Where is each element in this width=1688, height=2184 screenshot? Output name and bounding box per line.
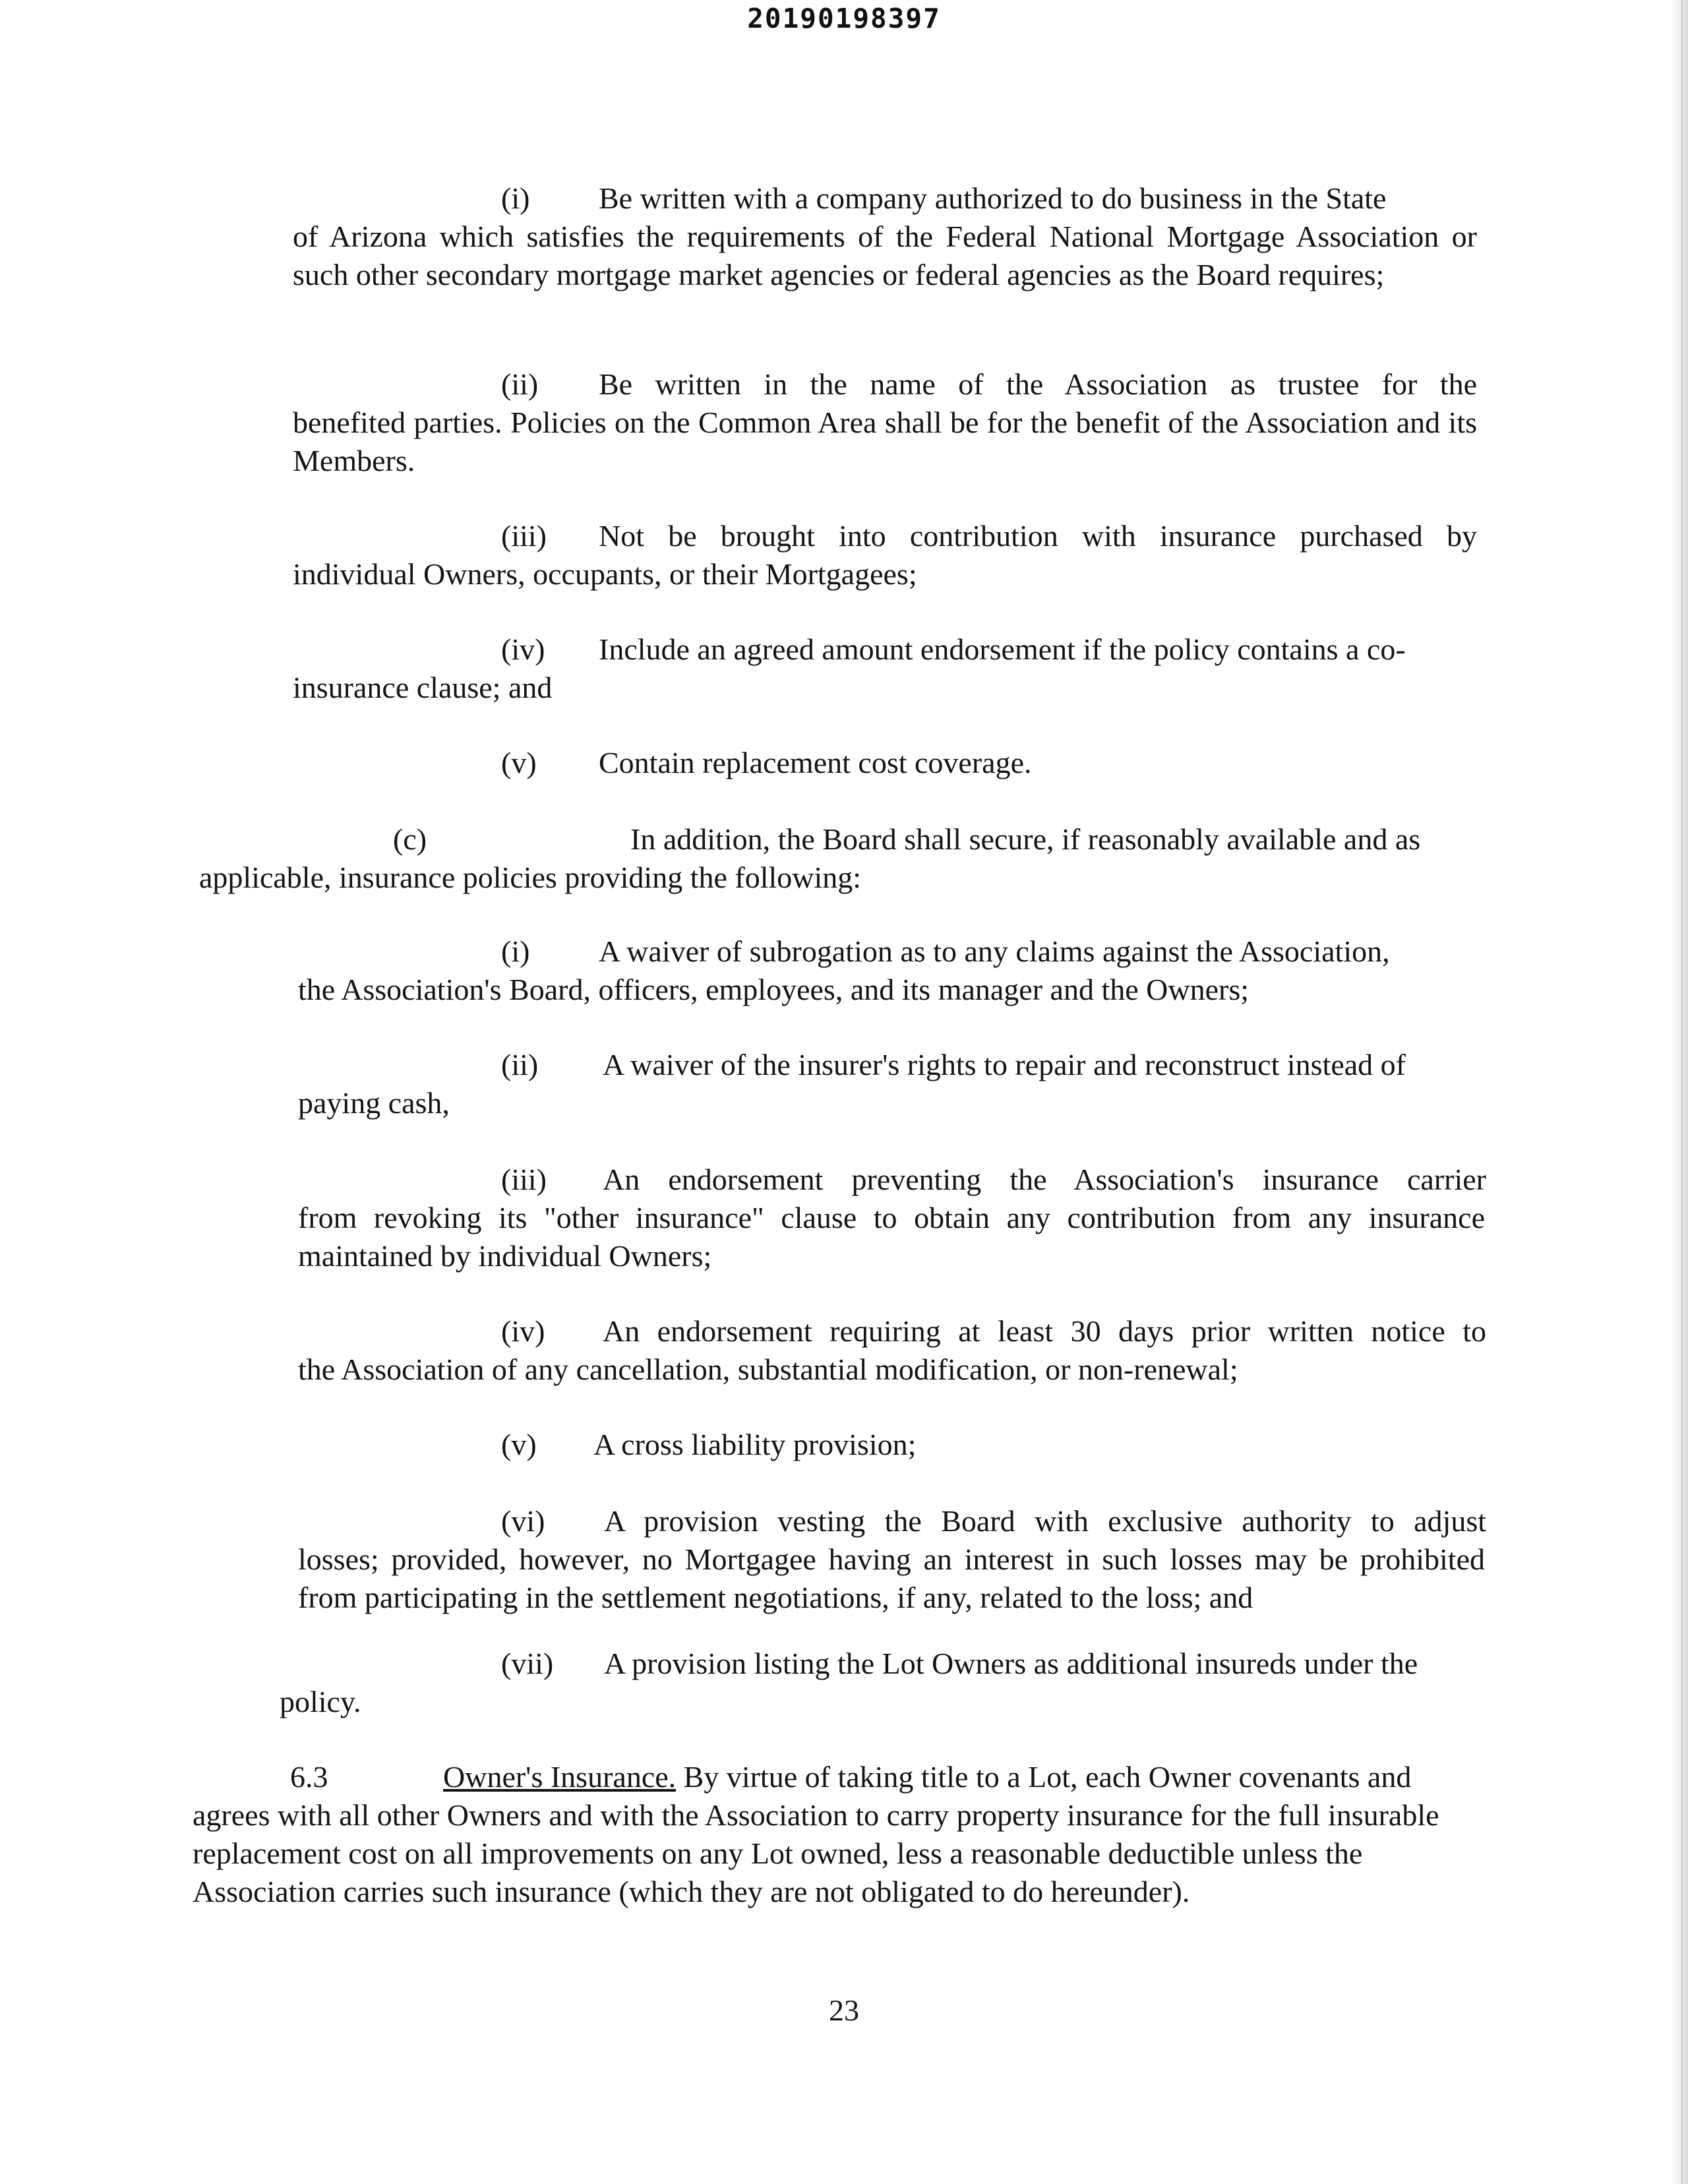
item-first-line: In addition, the Board shall secure, if reasonably available and as xyxy=(630,822,1421,856)
item-continuation: applicable, insurance policies providing the following: xyxy=(199,861,862,894)
section-continuation: agrees with all other Owners and with the Association to carry property insurance for the full insurable replacement cost on all improvements on any Lot owned, less a reasonable deductible unless the Association carries such insurance (which they are not obligated to do hereunder). xyxy=(193,1798,1439,1908)
item-first-line: Include an agreed amount endorsement if the policy contains a co- xyxy=(599,632,1406,666)
section-number: 6.3 xyxy=(290,1760,328,1794)
item-label: (i) xyxy=(501,181,530,215)
item-first-line: Be written with a company authorized to do business in the State xyxy=(599,181,1387,215)
item-first-line: A provision vesting the Board with exclusive authority to adjust xyxy=(604,1504,1486,1538)
item-label: (iii) xyxy=(501,1163,547,1196)
item-label: (i) xyxy=(501,934,530,968)
item-first-line: Be written in the name of the Association as trustee for the xyxy=(599,367,1477,401)
item-first-line: A waiver of the insurer's rights to repair and reconstruct instead of xyxy=(603,1048,1406,1081)
item-label: (vi) xyxy=(501,1504,545,1538)
item-continuation: individual Owners, occupants, or their Mortgagees; xyxy=(293,557,917,591)
item-label: (v) xyxy=(501,1428,537,1461)
item-label: (ii) xyxy=(501,367,539,401)
section-first-text: By virtue of taking title to a Lot, each Owner covenants and xyxy=(683,1760,1412,1794)
item-label: (ii) xyxy=(501,1048,539,1081)
item-first-line: An endorsement preventing the Association's insurance carrier xyxy=(603,1163,1486,1196)
item-continuation: losses; provided, however, no Mortgagee having an interest in such losses may be prohibited from participating in the settlement negotiations, if any, related to the loss; and xyxy=(298,1542,1485,1614)
item-continuation: benefited parties. Policies on the Common Area shall be for the benefit of the Association and its Members. xyxy=(293,406,1477,477)
item-first-line: A waiver of subrogation as to any claims against the Association, xyxy=(599,934,1390,968)
item-first-line: An endorsement requiring at least 30 days prior written notice to xyxy=(603,1314,1486,1348)
item-label: (iv) xyxy=(501,1314,545,1348)
item-continuation: paying cash, xyxy=(298,1086,450,1120)
item-first-line: Not be brought into contribution with insurance purchased by xyxy=(599,519,1477,553)
page-number: 23 xyxy=(829,1993,859,2027)
item-first-line: A cross liability provision; xyxy=(593,1428,917,1461)
section-heading: Owner's Insurance. xyxy=(443,1760,677,1794)
item-label: (iii) xyxy=(501,519,547,553)
item-first-line: A provision listing the Lot Owners as additional insureds under the xyxy=(604,1647,1418,1680)
item-label: (vii) xyxy=(501,1647,554,1680)
item-continuation: the Association's Board, officers, employees, and its manager and the Owners; xyxy=(298,973,1250,1006)
item-continuation: of Arizona which satisfies the requirements of the Federal National Mortgage Association or such other secondary mortgage market agencies or federal agencies as the Board requires; xyxy=(293,220,1477,291)
item-label: (iv) xyxy=(501,632,545,666)
item-continuation: from revoking its "other insurance" clause to obtain any contribution from any insurance maintained by individual Owners; xyxy=(298,1201,1485,1273)
scan-edge-shadow xyxy=(1671,0,1688,2184)
item-continuation: policy. xyxy=(280,1685,361,1718)
item-label: (c) xyxy=(393,822,427,856)
item-continuation: insurance clause; and xyxy=(293,671,553,704)
item-first-line: Contain replacement cost coverage. xyxy=(599,746,1032,779)
section-first-line xyxy=(443,1758,1492,1796)
item-continuation: the Association of any cancellation, substantial modification, or non-renewal; xyxy=(298,1352,1238,1386)
item-label: (v) xyxy=(501,746,537,779)
document-number: 20190198397 xyxy=(747,3,941,34)
scan-edge-line xyxy=(1681,0,1683,2184)
